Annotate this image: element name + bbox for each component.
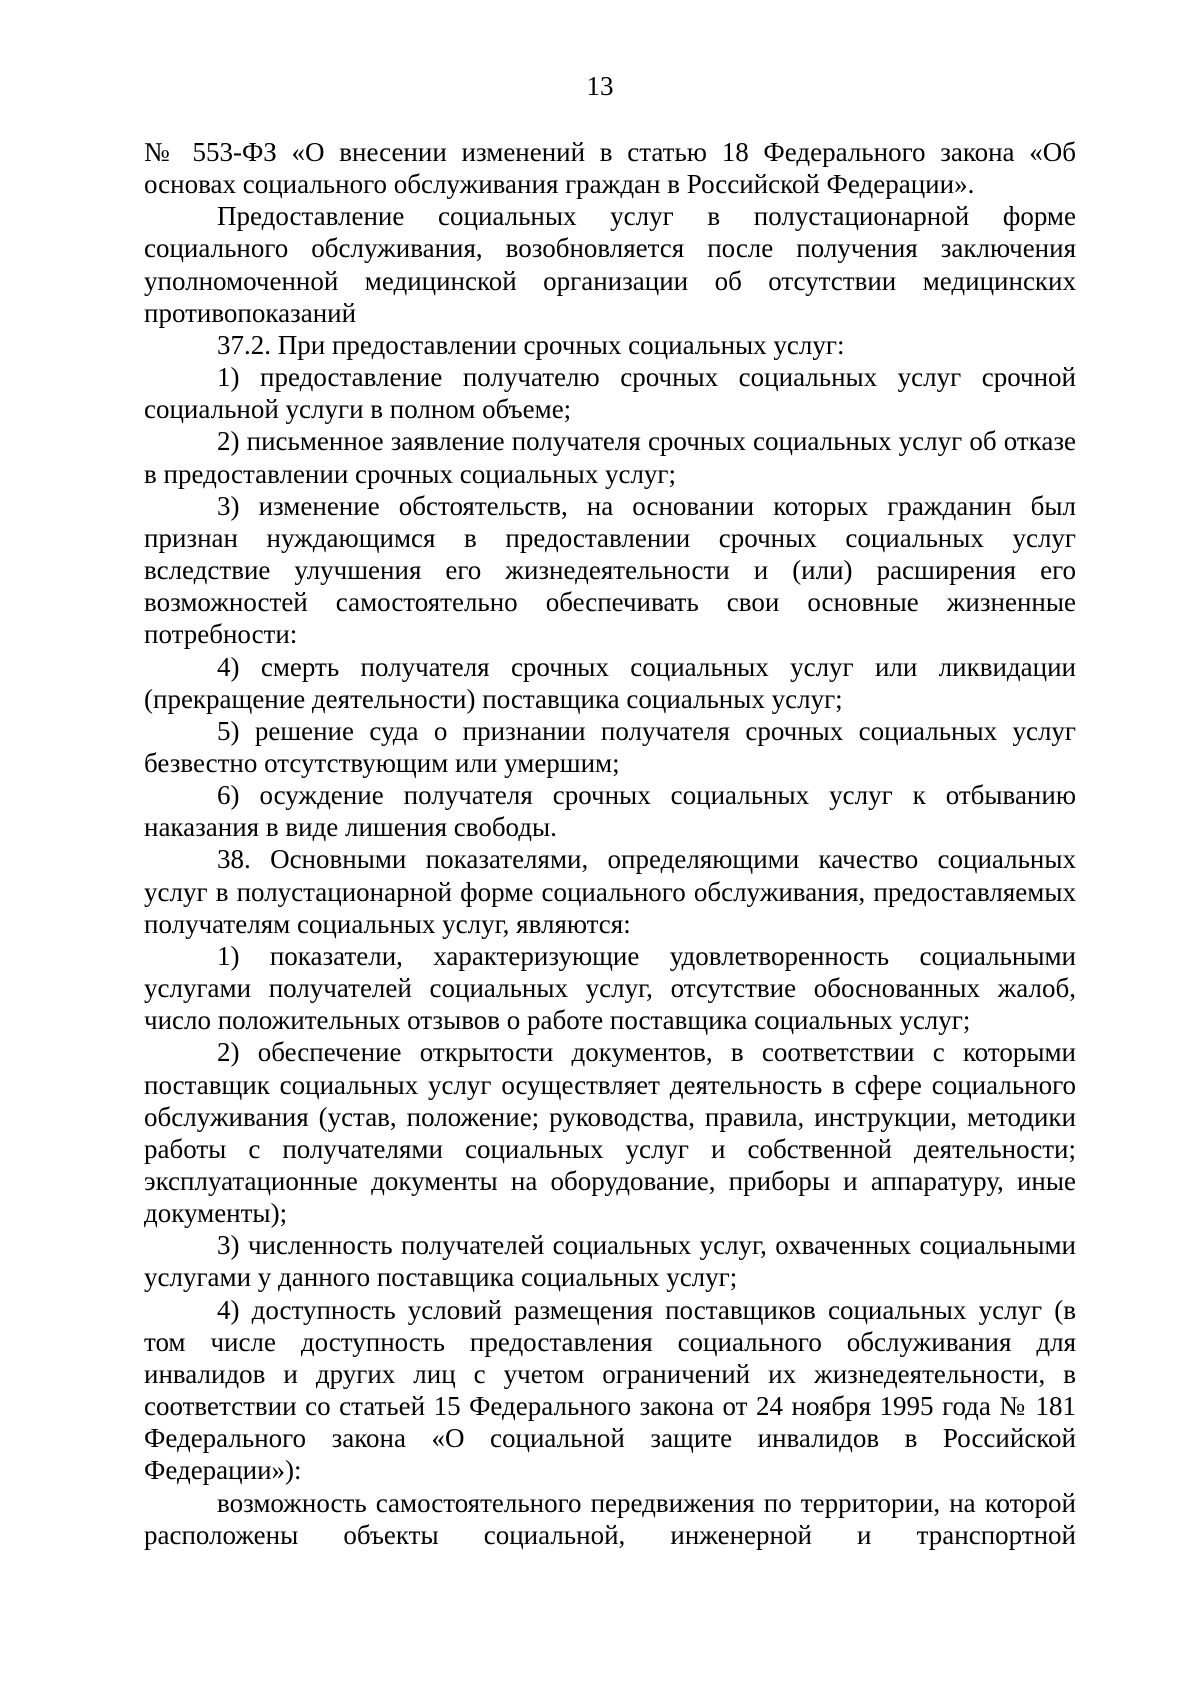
paragraph-law-reference: № 553-ФЗ «О внесении изменений в статью 18 Федерального закона «Об основах социального обслуживания граждан в Российской Федерации». (144, 137, 1076, 200)
paragraph-37-2-item-4: 4) смерть получателя срочных социальных услуг или ликвидации (прекращение деятельности) поставщика социальных услуг; (144, 651, 1076, 714)
paragraph-resumption: Предоставление социальных услуг в полустационарной форме социального обслуживания, возобновляется после получения заключения уполномоченной медицинской организации об отсутствии медицинских противопоказаний (144, 201, 1076, 328)
paragraph-37-2-item-6: 6) осуждение получателя срочных социальных услуг к отбыванию наказания в виде лишения свободы. (144, 780, 1076, 843)
paragraph-38-item-3: 3) численность получателей социальных услуг, охваченных социальными услугами у данного поставщика социальных услуг; (144, 1230, 1076, 1293)
paragraph-38: 38. Основными показателями, определяющими качество социальных услуг в полустационарной форме социального обслуживания, предоставляемых получателям социальных услуг, являются: (144, 844, 1076, 939)
paragraph-38-item-1: 1) показатели, характеризующие удовлетворенность социальными услугами получателей социальных услуг, отсутствие обоснованных жалоб, число положительных отзывов о работе поставщика социальных услуг; (144, 940, 1076, 1036)
paragraph-37-2: 37.2. При предоставлении срочных социальных услуг: (217, 329, 845, 360)
paragraph-37-2-item-5: 5) решение суда о признании получателя срочных социальных услуг безвестно отсутствующим или умершим; (144, 715, 1076, 778)
document-body (144, 136, 1076, 1551)
paragraph-38-item-2: 2) обеспечение открытости документов, в соответствии с которыми поставщик социальных услуг осуществляет деятельность в сфере социального обслуживания (устав, положение; руководства, правила, инструкции, методики работы с получателями социальных услуг и собственной деятельности; эксплуатационные документы на оборудование, приборы и аппаратуру, иные документы); (144, 1037, 1076, 1229)
page-number: 13 (586, 71, 614, 101)
paragraph-37-2-item-2: 2) письменное заявление получателя срочных социальных услуг об отказе в предоставлении срочных социальных услуг; (144, 426, 1076, 489)
paragraph-mobility: возможность самостоятельного передвижения по территории, на которой расположены объекты социальной, инженерной и транспортной (144, 1487, 1076, 1550)
paragraph-37-2-item-3: 3) изменение обстоятельств, на основании которых гражданин был признан нуждающимся в предоставлении срочных социальных услуг вследствие улучшения его жизнедеятельности и (или) расширения его возможностей самостоятельно обеспечивать свои основные жизненные потребности: (144, 490, 1076, 650)
paragraph-38-item-4: 4) доступность условий размещения поставщиков социальных услуг (в том числе доступность предоставления социального обслуживания для инвалидов и других лиц с учетом ограничений их жизнедеятельности, в соответствии со статьей 15 Федерального закона от 24 ноября 1995 года № 181 Федерального закона «О социальной защите инвалидов в Российской Федерации»): (144, 1294, 1076, 1486)
paragraph-37-2-item-1: 1) предоставление получателю срочных социальных услуг срочной социальной услуги в полном объеме; (144, 362, 1076, 425)
